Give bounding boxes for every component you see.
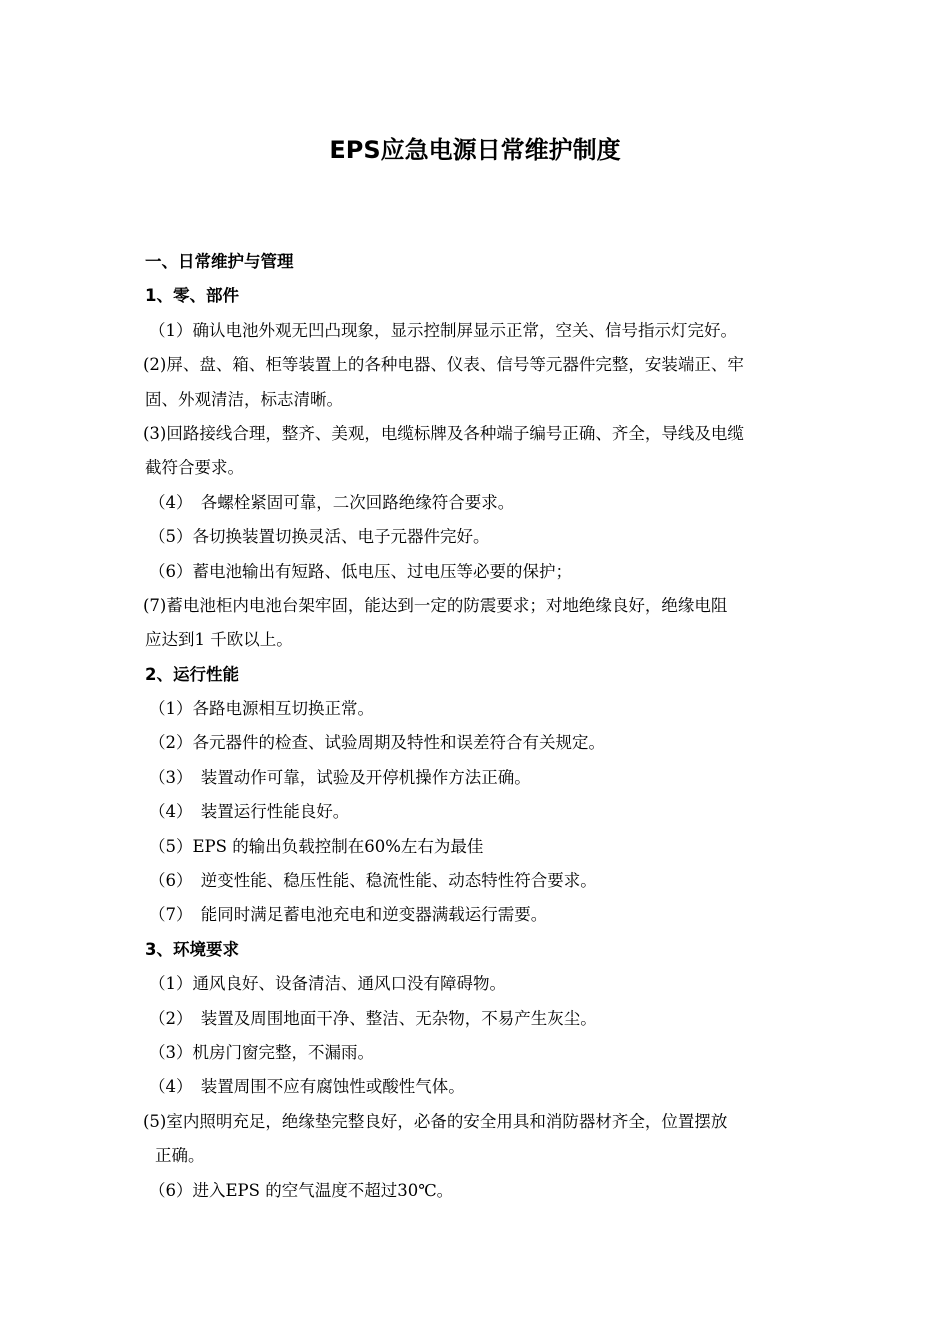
list-item: （3） 装置动作可靠，试验及开停机操作方法正确。 <box>149 767 531 787</box>
list-item: （3）机房门窗完整，不漏雨。 <box>149 1042 374 1062</box>
list-item-continuation: 应达到1 千欧以上。 <box>145 630 293 650</box>
list-item: （6）进入EPS 的空气温度不超过30℃。 <box>149 1180 454 1200</box>
section-heading: 一、日常维护与管理 <box>145 252 294 271</box>
document-body <box>145 245 825 1208</box>
document-title: EPS应急电源日常维护制度 <box>329 136 621 164</box>
list-item: (3)回路接线合理，整齐、美观，电缆标牌及各种端子编号正确、齐全，导线及电缆 <box>143 423 744 443</box>
list-item: （5）EPS 的输出负载控制在60%左右为最佳 <box>149 836 484 856</box>
list-item-continuation: 固、外观清洁，标志清晰。 <box>145 389 343 409</box>
list-item: （5）各切换装置切换灵活、电子元器件完好。 <box>149 527 490 547</box>
list-item: （6） 逆变性能、稳压性能、稳流性能、动态特性符合要求。 <box>149 871 597 891</box>
list-item: （2） 装置及周围地面干净、整洁、无杂物，不易产生灰尘。 <box>149 1008 597 1028</box>
list-item: (7)蓄电池柜内电池台架牢固，能达到一定的防震要求；对地绝缘良好，绝缘电阻 <box>143 595 728 615</box>
list-item: （4） 装置运行性能良好。 <box>149 802 350 822</box>
list-item: (5)室内照明充足，绝缘垫完整良好，必备的安全用具和消防器材齐全，位置摆放 <box>143 1111 728 1131</box>
list-item: (2)屏、盘、箱、柜等装置上的各种电器、仪表、信号等元器件完整，安装端正、牢 <box>143 355 744 375</box>
list-item: （6）蓄电池输出有短路、低电压、过电压等必要的保护； <box>149 561 572 581</box>
section-heading: 3、环境要求 <box>145 939 239 959</box>
list-item: （4） 装置周围不应有腐蚀性或酸性气体。 <box>149 1077 465 1097</box>
list-item: （4） 各螺栓紧固可靠，二次回路绝缘符合要求。 <box>149 492 515 512</box>
list-item: （2）各元器件的检查、试验周期及特性和误差符合有关规定。 <box>149 733 605 753</box>
list-item: （1）通风良好、设备清洁、通风口没有障碍物。 <box>149 974 506 994</box>
section-heading: 1、零、部件 <box>145 286 239 306</box>
section-heading: 2、运行性能 <box>145 664 239 684</box>
list-item: （7） 能同时满足蓄电池充电和逆变器满载运行需要。 <box>149 905 548 925</box>
list-item-continuation: 截符合要求。 <box>145 458 244 478</box>
list-item: （1）确认电池外观无凹凸现象，显示控制屏显示正常，空关、信号指示灯完好。 <box>149 320 737 340</box>
list-item: （1）各路电源相互切换正常。 <box>149 699 374 719</box>
list-item-continuation: 正确。 <box>155 1146 205 1166</box>
